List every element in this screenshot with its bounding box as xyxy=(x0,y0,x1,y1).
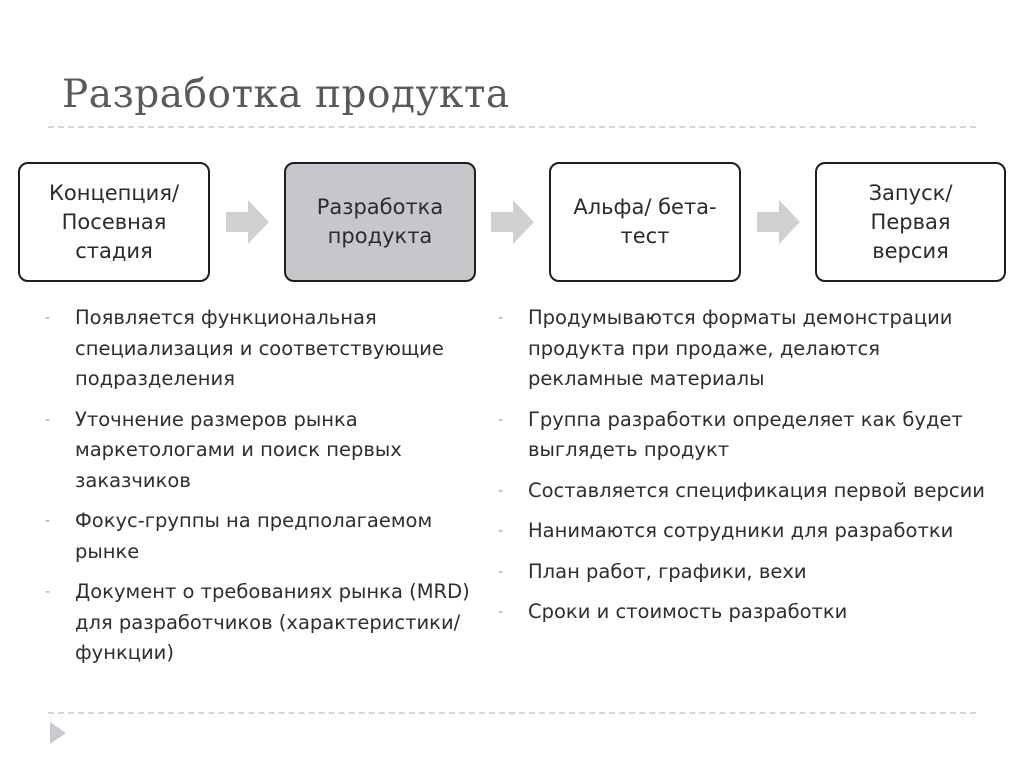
list-item xyxy=(45,405,485,497)
list-item-text: Нанимаются сотрудники для разработки xyxy=(528,519,954,542)
stage-development xyxy=(284,162,476,282)
list-item xyxy=(498,557,986,588)
bullet-dash: - xyxy=(498,482,504,499)
list-item-text: Сроки и стоимость разработки xyxy=(528,600,848,623)
bullet-dash: - xyxy=(45,584,51,600)
list-item-text: Документ о требованиях рынка (MRD) для разработчиков (характеристики/функции) xyxy=(75,580,470,664)
list-item xyxy=(498,516,986,547)
stage-concept-line-1: Концепция/ xyxy=(48,180,180,205)
stage-launch xyxy=(815,162,1006,282)
right-arrow-icon xyxy=(491,198,535,246)
list-item-text: Уточнение размеров рынка маркетологами и поиск первых заказчиков xyxy=(75,407,402,492)
stage-alpha-beta xyxy=(549,162,741,282)
list-item-text: Группа разработки определяет как будет выглядеть продукт xyxy=(528,407,963,461)
stage-alpha-beta-line-1: Альфа/ бета- xyxy=(573,195,717,219)
list-item-text: Продумываются форматы демонстрации продукта при продаже, делаются рекламные материалы xyxy=(528,306,953,390)
stage-development-line-2: продукта xyxy=(327,224,433,248)
list-item-text: Составляется спецификация первой версии xyxy=(528,478,985,502)
list-item xyxy=(498,303,986,395)
bullet-dash: - xyxy=(498,411,504,428)
list-item-text: План работ, графики, вехи xyxy=(528,559,807,583)
list-item xyxy=(45,577,485,669)
triangle-right-icon xyxy=(48,720,68,746)
stage-concept-line-3: стадия xyxy=(75,238,153,263)
list-item-text: Фокус-группы на предполагаемом рынке xyxy=(75,509,433,563)
bullet-dash: - xyxy=(498,604,504,620)
right-arrow-icon xyxy=(757,198,801,246)
list-item xyxy=(498,405,986,466)
list-item xyxy=(498,597,986,628)
list-item xyxy=(498,476,986,507)
bullet-dash: - xyxy=(498,523,504,539)
stage-alpha-beta-line-2: тест xyxy=(620,224,670,248)
left-bullet-list xyxy=(45,303,485,679)
bullet-dash: - xyxy=(45,411,51,428)
right-arrow-icon xyxy=(226,198,270,246)
bullet-dash: - xyxy=(498,563,504,580)
list-item-text: Появляется функциональная специализация и соответствующие подразделения xyxy=(75,306,444,390)
stage-development-line-1: Разработка xyxy=(316,195,444,219)
stage-concept xyxy=(18,162,210,282)
right-bullet-list xyxy=(498,303,986,638)
bottom-divider xyxy=(48,712,976,714)
bullet-dash: - xyxy=(45,513,51,529)
stage-concept-line-2: Посевная xyxy=(61,209,167,234)
page-title: Разработка продукта xyxy=(62,72,510,117)
list-item xyxy=(45,303,485,395)
top-divider xyxy=(48,126,976,128)
stage-launch-line-3: версия xyxy=(872,238,949,263)
stage-launch-line-2: Первая xyxy=(870,209,951,234)
bullet-dash: - xyxy=(498,310,504,326)
bullet-dash: - xyxy=(45,310,51,326)
stage-launch-line-1: Запуск/ xyxy=(868,180,953,205)
list-item xyxy=(45,506,485,567)
